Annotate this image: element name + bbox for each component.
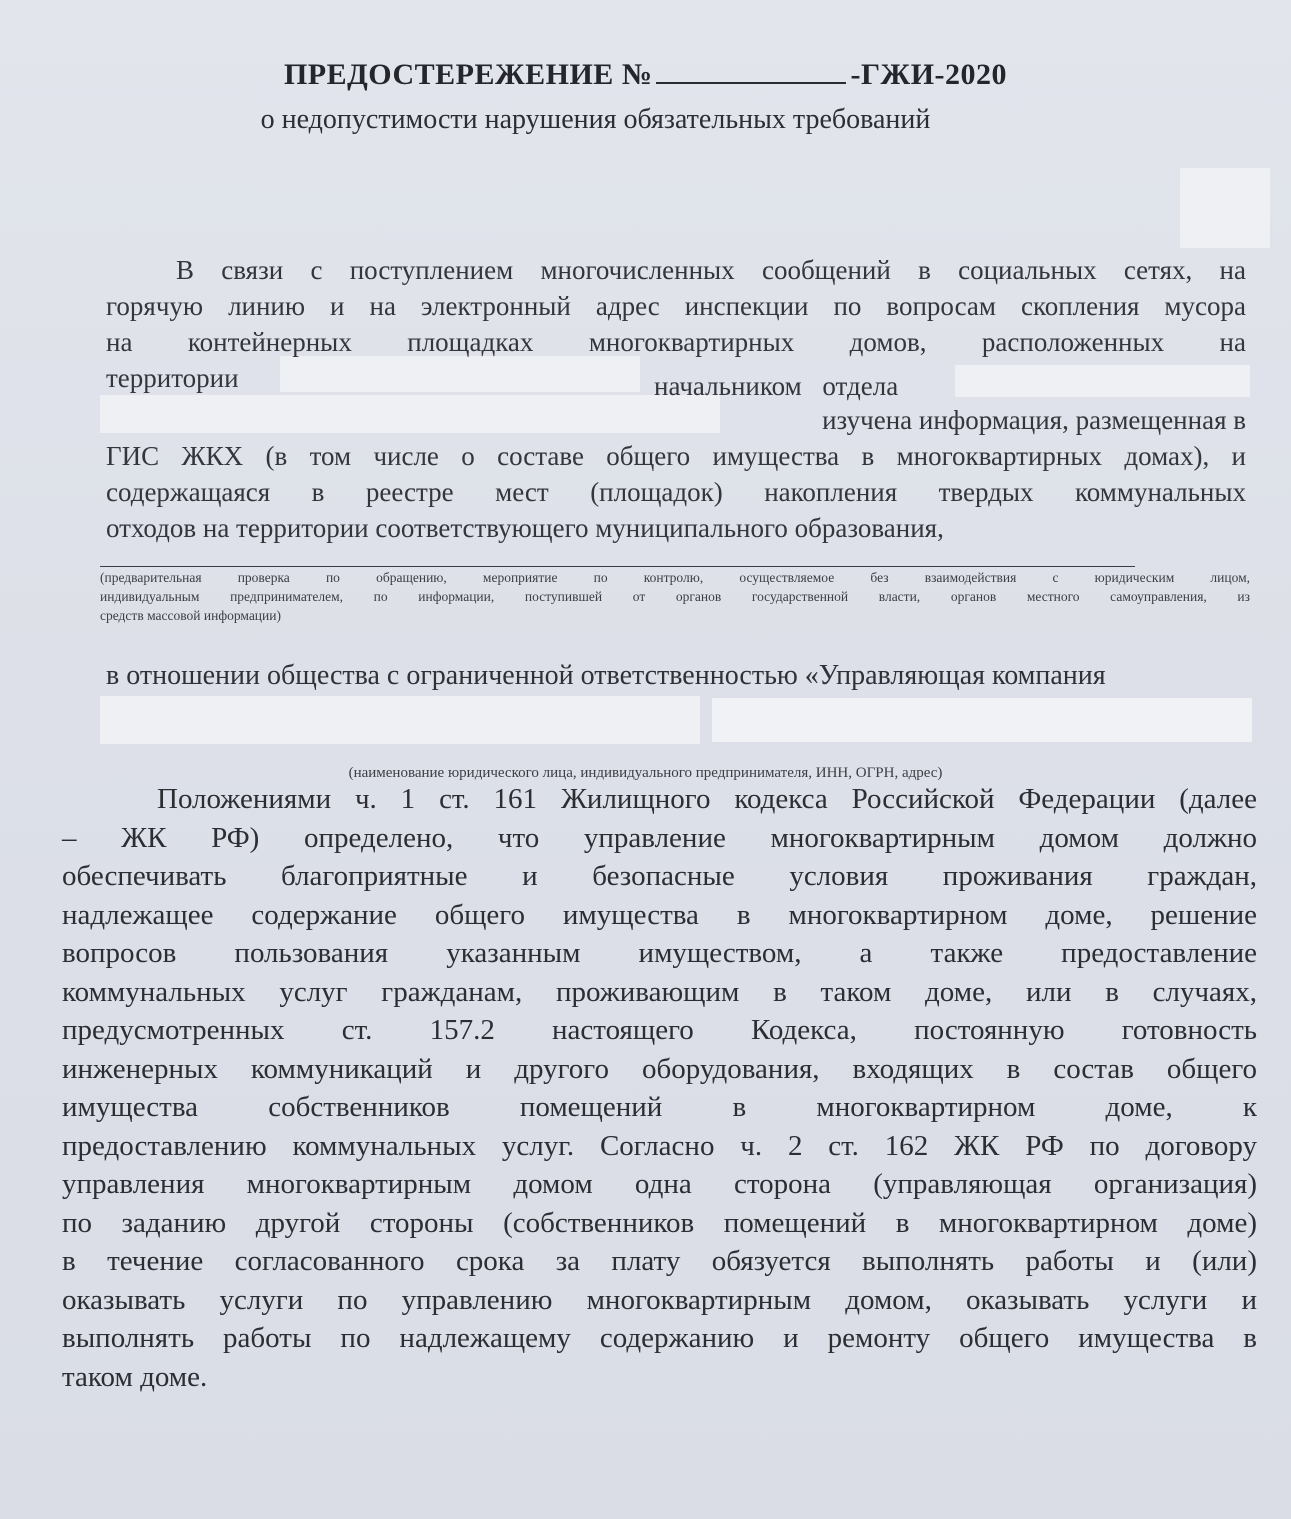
text-line: ГИС ЖКХ (в том числе о составе общего имущества в многоквартирных домах), и [106,441,1246,471]
number-blank-line [656,58,846,84]
paragraph-intro [106,252,1246,546]
text-line: оказывать услуги по управлению многоквартирным домом, оказывать услуги и [62,1283,1257,1316]
text-fragment: начальником отдела [654,371,899,401]
redaction-block [712,698,1252,742]
text-line [106,402,1246,438]
footnote-line: средств массовой информации) [100,608,281,623]
text-line: выполнять работы по надлежащему содержанию и ремонту общего имущества в [62,1322,1257,1354]
redaction-block [1180,168,1270,248]
underline-rule [100,566,1135,567]
text-line: по заданию другой стороны (собственников помещений в многоквартирном доме) [62,1206,1257,1239]
text-line: вопросов пользования указанным имуществом, а также предоставление [62,937,1257,969]
text-line: горячую линию и на электронный адрес инспекции по вопросам скопления мусора [106,291,1246,321]
text-line: отходов на территории соответствующего муниципального образования, [106,513,944,543]
document-title [0,58,1291,92]
footnote-entity-name: (наименование юридического лица, индивидуального предпринимателя, ИНН, ОГРН, адрес) [348,765,943,781]
text-line: надлежащее содержание общего имущества в многоквартирном доме, решение [62,898,1257,931]
title-prefix: ПРЕДОСТЕРЕЖЕНИЕ № [283,58,653,91]
text-line: содержащаяся в реестре мест (площадок) накопления твердых коммунальных [106,477,1246,507]
text-fragment: территории [106,363,239,393]
footnote-line: индивидуальным предпринимателем, по информации, поступившей от органов государственной власти, органов местного самоуправления, из [100,589,1250,604]
text-line: имущества собственников помещений в многоквартирном доме, к [62,1091,1257,1123]
text-line [106,360,1246,401]
subject-line: в отношении общества с ограниченной ответственностью «Управляющая компания [106,660,1106,691]
paragraph-legal-basis [62,780,1257,1396]
text-line: предоставлению коммунальных услуг. Согласно ч. 2 ст. 162 ЖК РФ по договору [62,1129,1257,1162]
footnote-line: (предварительная проверка по обращению, мероприятие по контролю, осуществляемое без взаимодействия с юридическим лицом, [100,570,1250,585]
text-fragment: изучена информация, размещенная в [822,405,1246,435]
text-line: Положениями ч. 1 ст. 161 Жилищного кодекса Российской Федерации (далее [157,783,1257,815]
text-line: инженерных коммуникаций и другого оборудования, входящих в состав общего [62,1052,1257,1085]
document-subtitle: о недопустимости нарушения обязательных требований [260,104,931,135]
text-line: таком доме. [62,1360,208,1393]
footnote-check-type [100,568,1250,625]
text-line: В связи с поступлением многочисленных сообщений в социальных сетях, на [176,255,1246,285]
text-line: – ЖК РФ) определено, что управление многоквартирным домом должно [62,821,1257,854]
title-suffix: -ГЖИ-2020 [850,58,1008,91]
text-line: в течение согласованного срока за плату обязуется выполнять работы и (или) [62,1245,1257,1277]
text-line: обеспечивать благоприятные и безопасные условия проживания граждан, [62,860,1257,892]
text-line: коммунальных услуг гражданам, проживающим в таком доме, или в случаях, [62,975,1257,1008]
text-line: предусмотренных ст. 157.2 настоящего Кодекса, постоянную готовность [62,1014,1257,1046]
text-line: на контейнерных площадках многоквартирных домов, расположенных на [106,327,1246,357]
redaction-block [100,696,700,744]
text-line: управления многоквартирным домом одна сторона (управляющая организация) [62,1168,1257,1200]
